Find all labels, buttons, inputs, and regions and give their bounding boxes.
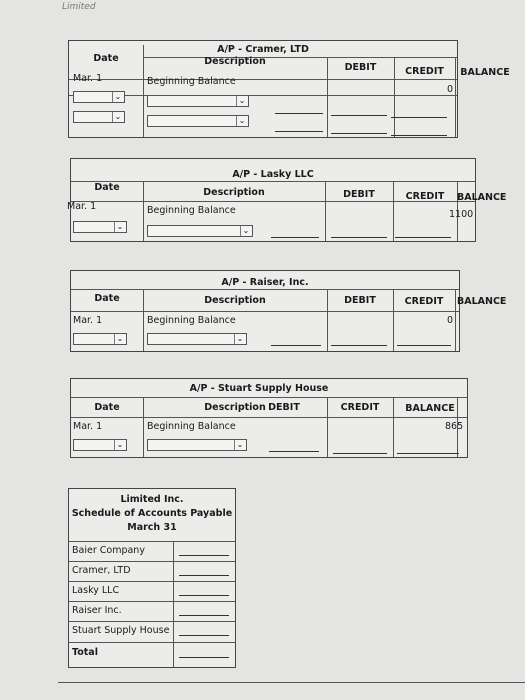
chevron-down-icon: ⌄ [234,334,245,344]
ledger-date: Mar. 1 [73,421,103,432]
header-balance: BALANCE [405,403,455,414]
schedule-row-label: Lasky LLC [72,585,120,596]
header-balance: BALANCE [457,296,507,307]
header-debit: DEBIT [268,402,300,413]
ledger-description: Beginning Balance [147,421,236,432]
schedule-row-label: Baier Company [72,545,145,556]
header-credit: CREDIT [404,296,444,307]
ledger-description: Beginning Balance [147,205,236,216]
schedule-heading [69,493,235,535]
schedule-amount-input[interactable] [179,635,229,636]
ledger-description: Beginning Balance [147,76,236,87]
header-description: Description [203,187,265,198]
ledger-title: A/P - Stuart Supply House [189,383,329,394]
header-balance: BALANCE [457,192,507,203]
ledger-date: Mar. 1 [67,201,97,212]
description-select[interactable] [147,333,247,345]
corner-text: Limited [62,2,96,12]
credit-input[interactable] [333,453,387,454]
date-select[interactable] [73,91,125,103]
schedule-row-label: Stuart Supply House [72,625,170,636]
date-select[interactable] [73,439,127,451]
chevron-down-icon: ⌄ [234,440,245,450]
chevron-down-icon: ⌄ [236,116,247,126]
header-credit: CREDIT [405,191,445,202]
ledger-raiser [70,270,507,352]
header-description: Description [204,56,266,67]
schedule-row-label: Raiser Inc. [72,605,122,616]
header-date: Date [94,182,120,193]
header-description: Description [204,295,266,306]
debit-input[interactable] [271,345,321,346]
schedule-amount-input[interactable] [179,575,229,576]
balance-input[interactable] [395,237,451,238]
credit-input[interactable] [331,345,387,346]
balance-input[interactable] [391,117,447,118]
debit-input[interactable] [269,451,319,452]
credit-input[interactable] [331,133,387,134]
schedule-amount-input[interactable] [179,555,229,556]
ledger-lasky [67,158,507,242]
chevron-down-icon: ⌄ [112,112,123,122]
chevron-down-icon: ⌄ [114,334,125,344]
header-debit: DEBIT [343,189,375,200]
schedule-title: Schedule of Accounts Payable [71,508,233,519]
date-select[interactable] [73,333,127,345]
debit-input[interactable] [271,237,319,238]
header-balance: BALANCE [460,67,510,78]
schedule-of-accounts-payable [68,488,236,668]
credit-input[interactable] [331,237,387,238]
schedule-total-input[interactable] [179,657,229,658]
ledger-balance: 865 [445,421,464,432]
ledger-title: A/P - Raiser, Inc. [221,277,309,288]
schedule-amount-input[interactable] [179,595,229,596]
ledger-date: Mar. 1 [73,73,103,84]
balance-input[interactable] [397,345,451,346]
header-credit: CREDIT [405,66,444,77]
schedule-amount-input[interactable] [179,615,229,616]
ledger-balance: 0 [447,84,454,95]
balance-input[interactable] [397,453,459,454]
date-select[interactable] [73,221,127,233]
header-debit: DEBIT [344,295,376,306]
chevron-down-icon: ⌄ [236,96,247,106]
ledger-balance: 0 [447,315,454,326]
chevron-down-icon: ⌄ [240,226,251,236]
schedule-row-label: Cramer, LTD [72,565,131,576]
ledger-cramer [68,40,510,138]
schedule-date: March 31 [127,522,177,533]
header-debit: DEBIT [344,62,377,73]
description-select[interactable] [147,115,249,127]
balance-input[interactable] [391,135,447,136]
chevron-down-icon: ⌄ [114,222,125,232]
chevron-down-icon: ⌄ [114,440,125,450]
debit-input[interactable] [275,131,323,132]
page-bottom-rule [58,682,525,683]
description-select[interactable] [147,225,253,237]
credit-input[interactable] [331,115,387,116]
header-credit: CREDIT [340,402,380,413]
schedule-company: Limited Inc. [120,494,184,505]
ledger-balance: 1100 [449,209,474,220]
schedule-row-label: Total [72,647,98,658]
description-select[interactable] [147,95,249,107]
ledger-date: Mar. 1 [73,315,103,326]
ledger-title: A/P - Lasky LLC [232,169,314,180]
ledger-stuart-supply-house [70,378,468,458]
date-select[interactable] [73,111,125,123]
header-date: Date [93,53,119,64]
chevron-down-icon: ⌄ [112,92,123,102]
ledger-title: A/P - Cramer, LTD [217,44,309,55]
ledger-description: Beginning Balance [147,315,236,326]
header-description: Description [204,402,266,413]
description-select[interactable] [147,439,247,451]
header-date: Date [94,293,120,304]
debit-input[interactable] [275,113,323,114]
header-date: Date [94,402,120,413]
